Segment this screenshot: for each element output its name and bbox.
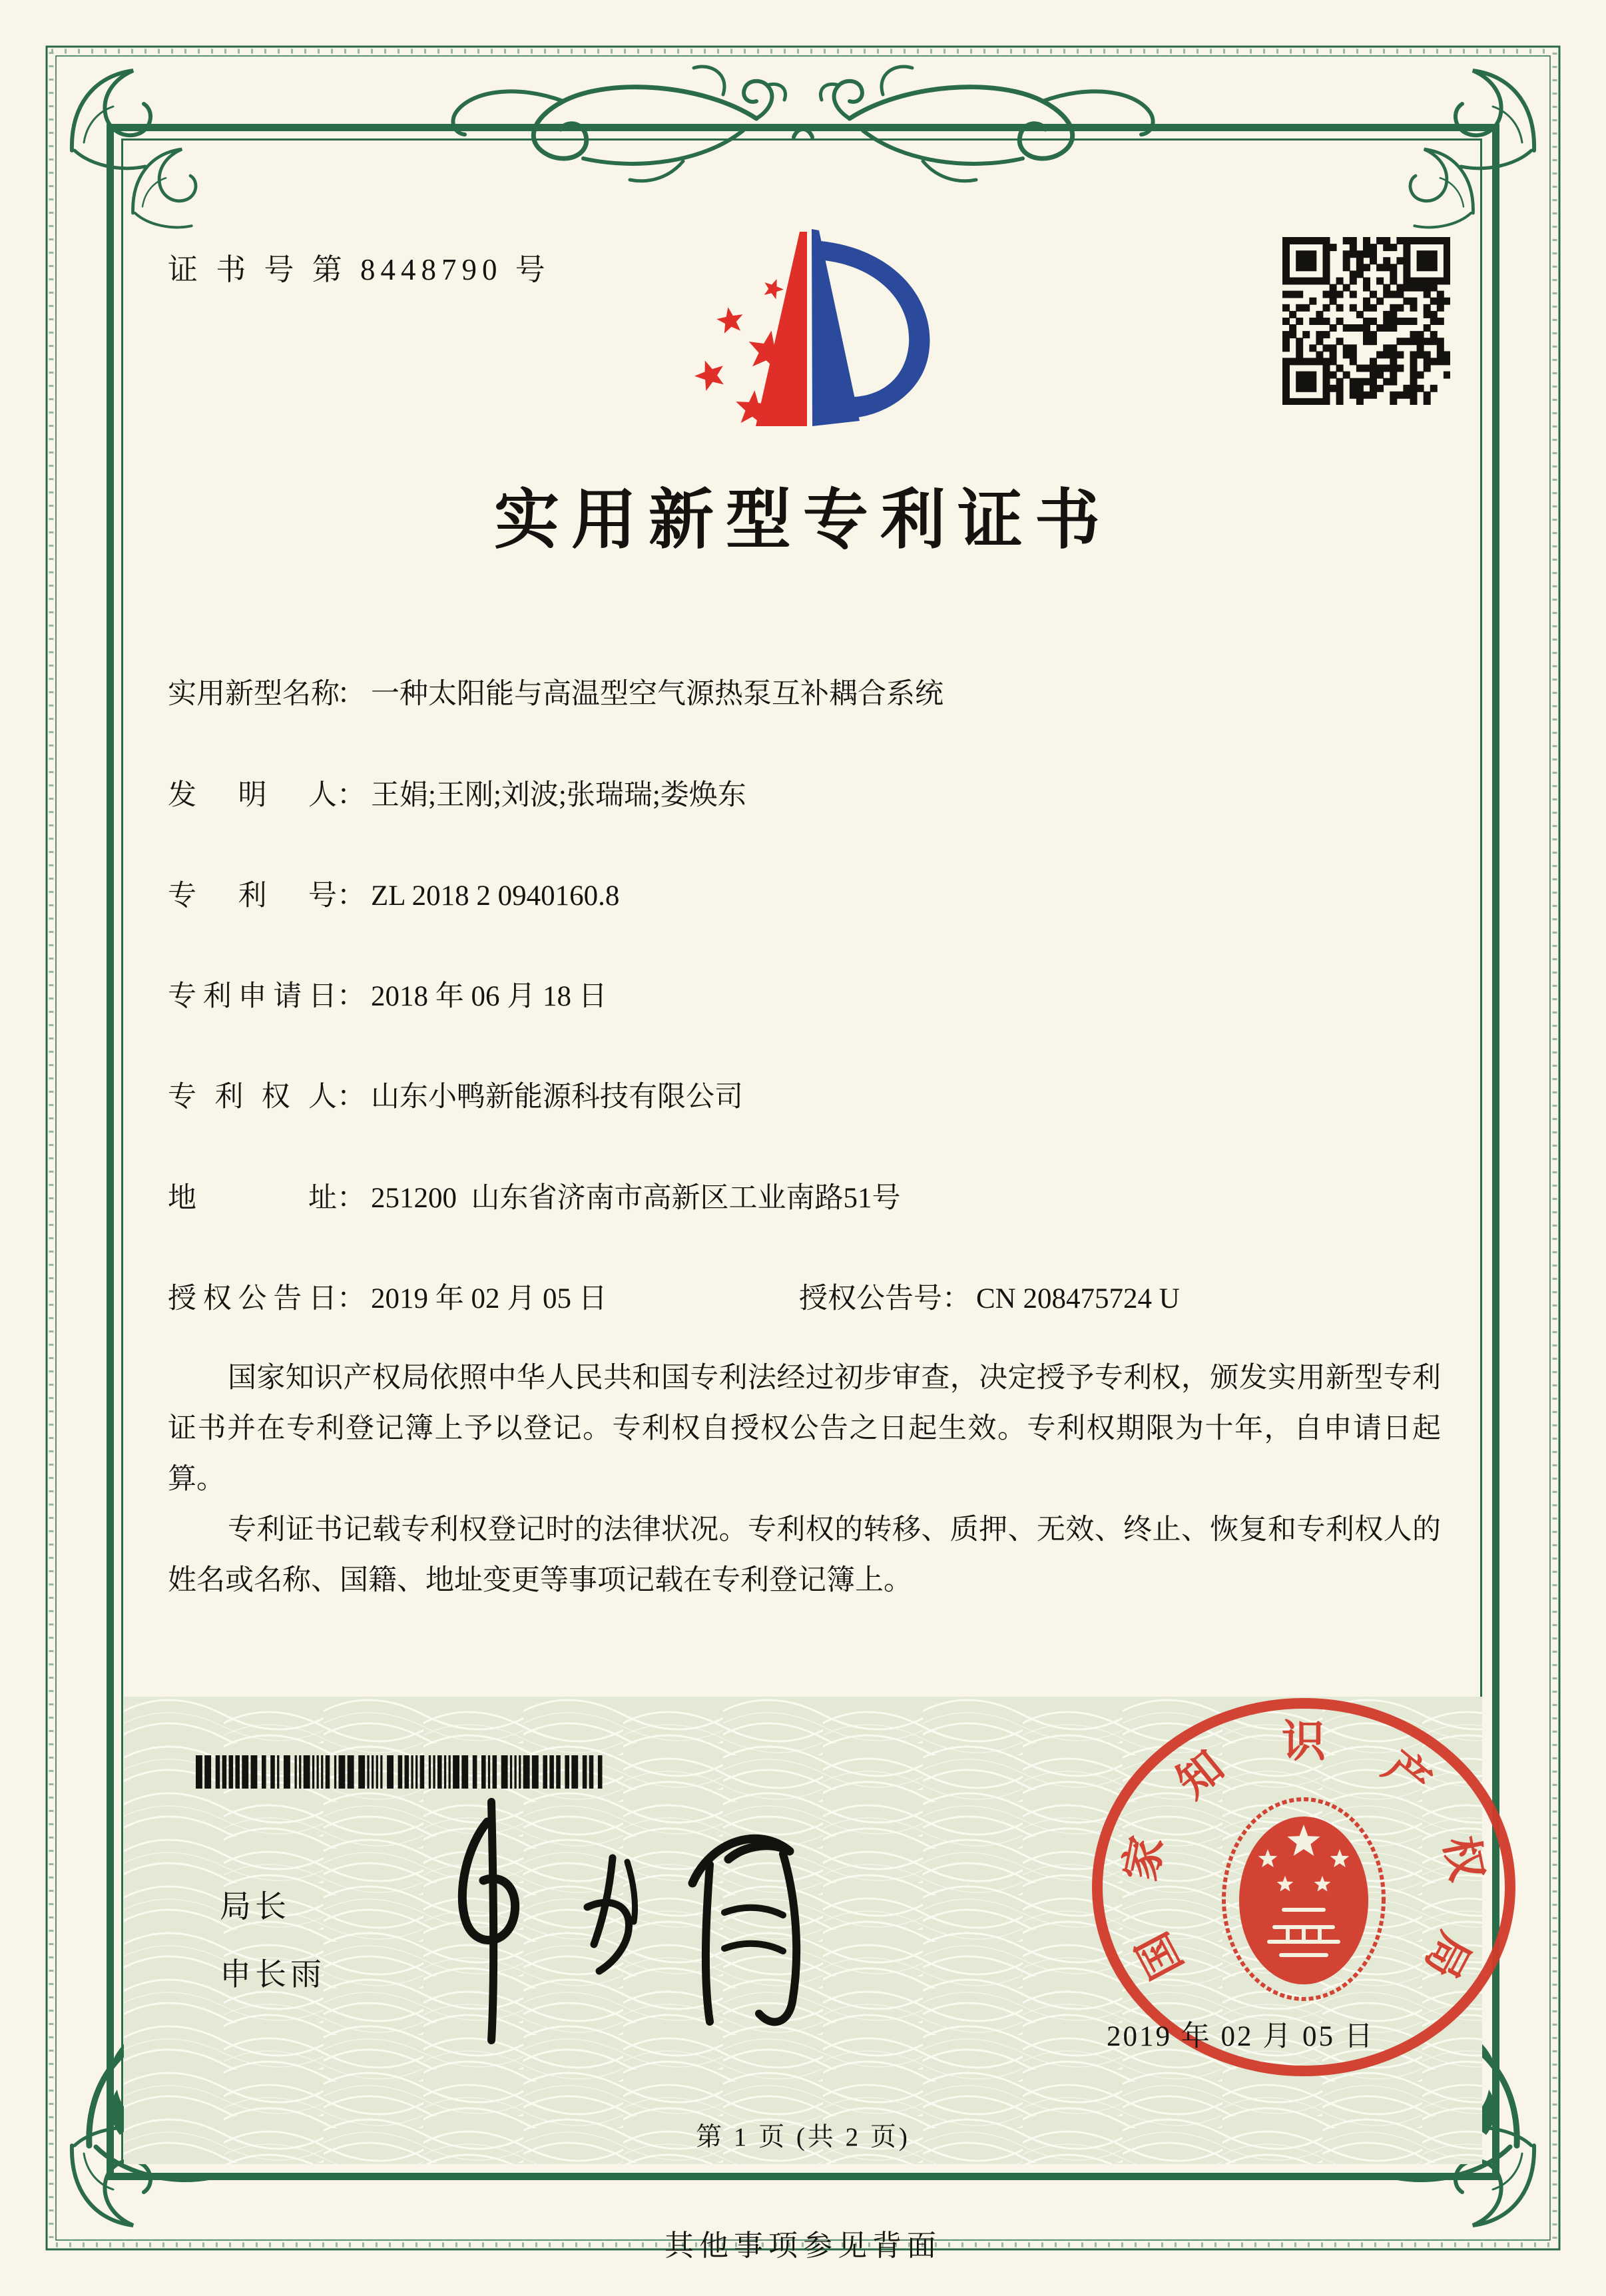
national-emblem-icon: [1224, 1799, 1384, 1999]
legal-paragraphs: [168, 1353, 1441, 1606]
field-row-inventors: 发明人： 王娟;王刚;刘波;张瑞瑞;娄焕东: [168, 772, 1441, 813]
field-value: 一种太阳能与高温型空气源热泵互补耦合系统: [371, 679, 943, 710]
svg-text:知: 知: [1168, 1742, 1233, 1808]
field-grant-number: 授权公告号： CN 208475724 U: [799, 1283, 1180, 1314]
legal-paragraph: 国家知识产权局依照中华人民共和国专利法经过初步审查，决定授予专利权，颁发实用新型专利证书并在专利登记簿上予以登记。专利权自授权公告之日起生效。专利权期限为十年，自申请日起算。: [168, 1362, 1441, 1495]
certificate-number: 证 书 号 第 8448790 号: [168, 253, 551, 286]
field-label: 实用新型名称: [168, 679, 340, 710]
cnipa-logo-icon: [676, 221, 942, 434]
field-value: CN 208475724 U: [976, 1283, 1180, 1314]
field-label: 专利权人: [168, 1081, 337, 1113]
svg-text:权: 权: [1434, 1832, 1491, 1885]
director-name-label: 申长雨: [220, 1958, 326, 1992]
field-row-filing-date: 专利申请日： 2018 年 06 月 18 日: [168, 974, 1441, 1014]
svg-text:产: 产: [1374, 1742, 1440, 1808]
field-label: 专利申请日: [168, 981, 337, 1012]
field-label: 专利号: [168, 880, 337, 912]
legal-paragraph: 专利证书记载专利权登记时的法律状况。专利权的转移、质押、无效、终止、恢复和专利权人的姓名或名称、国籍、地址变更等事项记载在专利登记簿上。: [168, 1514, 1441, 1596]
field-row-address: 地址： 251200 山东省济南市高新区工业南路51号: [168, 1175, 1441, 1216]
svg-text:局: 局: [1415, 1924, 1479, 1986]
field-value: 2018 年 06 月 18 日: [371, 981, 607, 1012]
field-value: 山东小鸭新能源科技有限公司: [371, 1081, 743, 1113]
director-title-label: 局长: [220, 1890, 290, 1924]
svg-text:家: 家: [1116, 1832, 1173, 1885]
field-row-patentee: 专利权人： 山东小鸭新能源科技有限公司: [168, 1074, 1441, 1115]
field-label: 地址: [168, 1183, 337, 1214]
field-label: 授权公告日: [168, 1283, 337, 1314]
page-number-note: 第 1 页 (共 2 页): [696, 2123, 910, 2152]
svg-text:国: 国: [1128, 1924, 1193, 1986]
field-value: 251200 山东省济南市高新区工业南路51号: [371, 1183, 901, 1214]
field-row-patent-no: 专利号： ZL 2018 2 0940160.8: [168, 873, 1441, 914]
field-label: 授权公告号: [799, 1283, 942, 1314]
certificate-title: 实用新型专利证书: [493, 485, 1112, 557]
back-side-note: 其他事项参见背面: [665, 2229, 941, 2262]
field-row-name: 实用新型名称： 一种太阳能与高温型空气源热泵互补耦合系统: [168, 671, 1441, 712]
field-row-grant: 授权公告日： 2019 年 02 月 05 日 授权公告号： CN 208475724 U: [168, 1276, 1441, 1316]
field-value: ZL 2018 2 0940160.8: [371, 880, 620, 912]
field-value: 2019 年 02 月 05 日: [371, 1283, 607, 1314]
svg-text:识: 识: [1282, 1717, 1326, 1767]
field-label: 发明人: [168, 780, 337, 811]
qr-code: [1282, 237, 1450, 405]
field-value: 王娟;王刚;刘波;张瑞瑞;娄焕东: [371, 780, 746, 811]
director-signature: [413, 1779, 839, 2052]
seal-date: 2019 年 02 月 05 日: [1107, 2021, 1375, 2052]
